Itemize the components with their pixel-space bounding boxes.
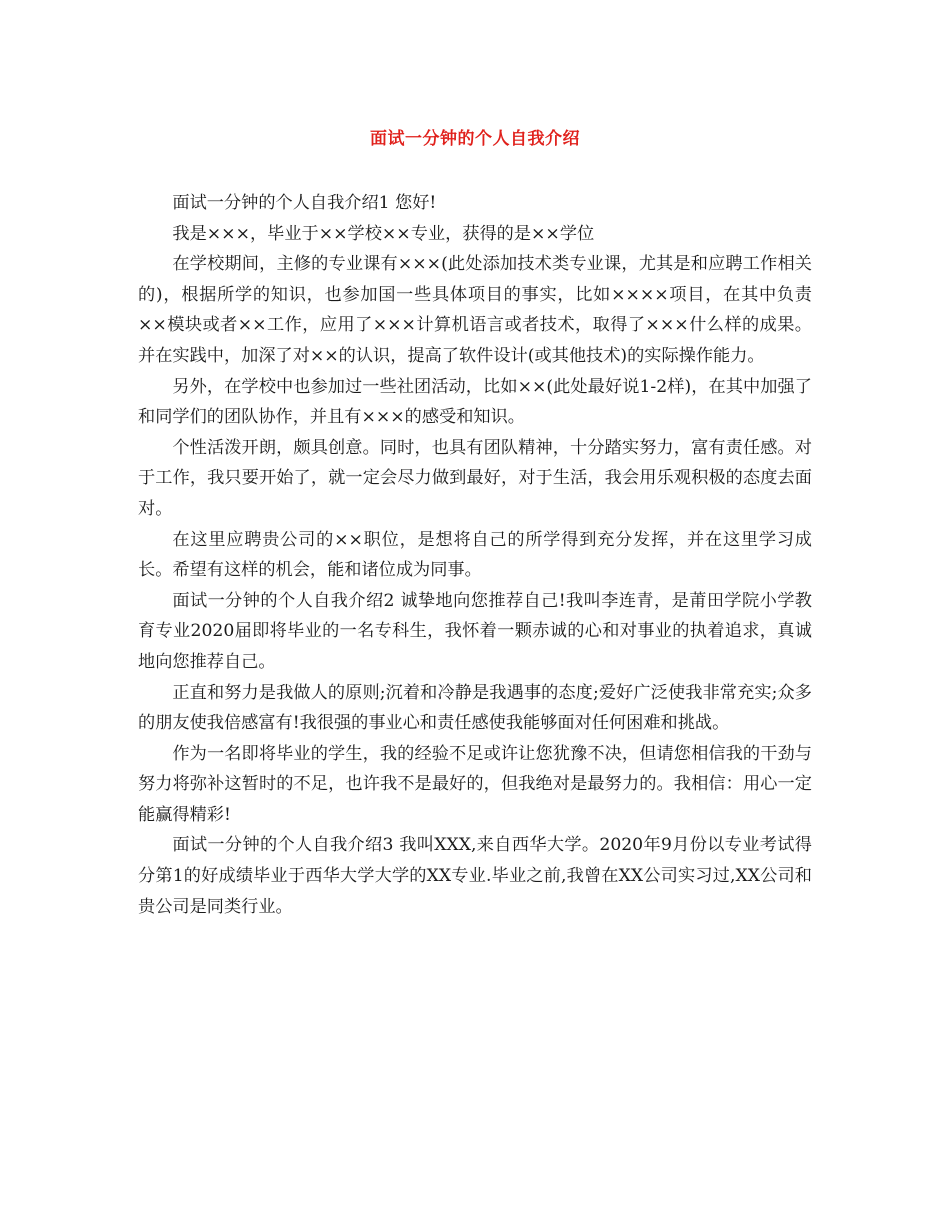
document-title: 面试一分钟的个人自我介绍 bbox=[370, 129, 580, 149]
paragraph: 在学校期间，主修的专业课有×××(此处添加技术类专业课，尤其是和应聘工作相关的)，根据所学的知识，也参加国一些具体项目的事实，比如××××项目，在其中负责××模块或者××工作，应用了×××计算机语言或者技术，取得了×××什么样的成果。并在实践中，加深了对××的认识，提高了软件设计(或其他技术)的实际操作能力。 bbox=[138, 254, 812, 366]
paragraph: 我是×××，毕业于××学校××专业，获得的是××学位 bbox=[172, 223, 595, 244]
paragraph: 另外，在学校中也参加过一些社团活动，比如××(此处最好说1-2样)，在其中加强了和同学们的团队协作，并且有×××的感受和知识。 bbox=[138, 376, 812, 428]
paragraph: 作为一名即将毕业的学生，我的经验不足或许让您犹豫不决，但请您相信我的干劲与努力将弥补这暂时的不足，也许我不是最好的，但我绝对是最努力的。我相信：用心一定能赢得精彩! bbox=[138, 743, 812, 825]
document-body bbox=[138, 188, 812, 922]
paragraph: 面试一分钟的个人自我介绍1 您好! bbox=[172, 193, 437, 213]
paragraph: 在这里应聘贵公司的××职位，是想将自己的所学得到充分发挥，并在这里学习成长。希望有这样的机会，能和诸位成为同事。 bbox=[138, 529, 812, 581]
paragraph: 面试一分钟的个人自我介绍2 诚挚地向您推荐自己!我叫李连青，是莆田学院小学教育专业2020届即将毕业的一名专科生，我怀着一颗赤诚的心和对事业的执着追求，真诚地向您推荐自己。 bbox=[138, 590, 812, 672]
paragraph: 正直和努力是我做人的原则;沉着和冷静是我遇事的态度;爱好广泛使我非常充实;众多的朋友使我倍感富有!我很强的事业心和责任感使我能够面对任何困难和挑战。 bbox=[138, 682, 812, 734]
paragraph: 面试一分钟的个人自我介绍3 我叫XXX,来自西华大学。2020年9月份以专业考试得分第1的好成绩毕业于西华大学大学的XX专业.毕业之前,我曾在XX公司实习过,XX公司和贵公司是同类行业。 bbox=[138, 835, 812, 917]
paragraph: 个性活泼开朗，颇具创意。同时，也具有团队精神，十分踏实努力，富有责任感。对于工作，我只要开始了，就一定会尽力做到最好，对于生活，我会用乐观积极的态度去面对。 bbox=[138, 437, 812, 519]
